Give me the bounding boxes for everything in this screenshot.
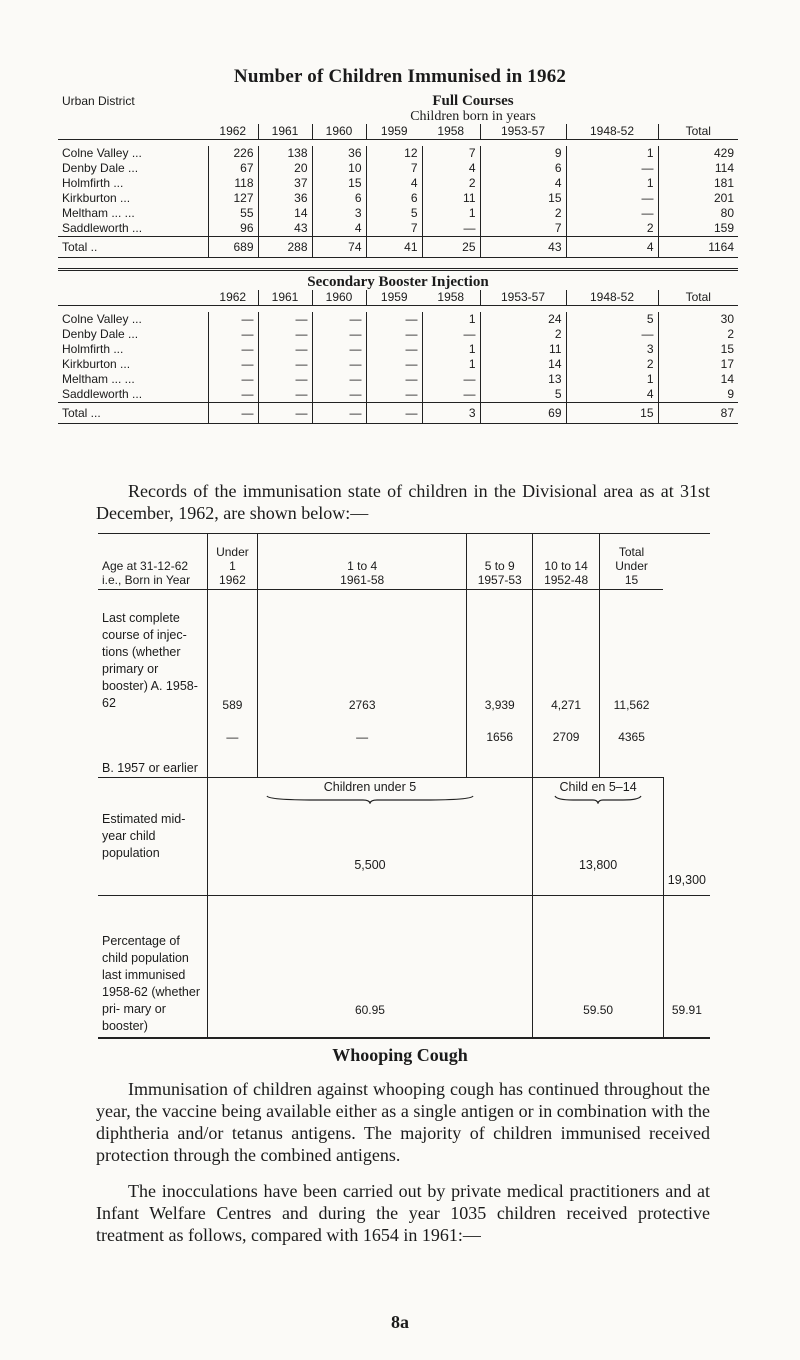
table-cell: 43: [258, 221, 312, 237]
table-cell: —: [566, 161, 658, 176]
table-cell: 30: [658, 312, 738, 327]
table-cell: —: [566, 191, 658, 206]
district-name: Holmfirth ...: [62, 342, 124, 356]
immunisation-table: [58, 94, 738, 424]
table-row: [58, 206, 738, 221]
table-cell: 67: [208, 161, 258, 176]
district-header: Urban District: [62, 94, 135, 108]
table-cell: 5: [480, 387, 566, 403]
table-row: [58, 387, 738, 403]
pop-total-value: 19,300: [663, 778, 710, 896]
full-total-row: [58, 237, 738, 258]
table-cell: —: [258, 387, 312, 403]
row-a-cell: 2763: [258, 590, 467, 714]
row-a-label: Last complete course of injec- tions (whether primary or booster) A. 1958-62: [98, 590, 207, 714]
table-row: [58, 176, 738, 191]
table-row: [58, 312, 738, 327]
table-cell: —: [312, 312, 366, 327]
table-row: [58, 191, 738, 206]
district-name: Saddleworth ...: [62, 387, 143, 401]
total-label: Total ..: [58, 237, 208, 258]
col-10-to-14: 10 to 14: [544, 559, 588, 573]
total-cell: 87: [658, 403, 738, 424]
col-header: 1959: [366, 124, 422, 140]
col-header: 1962: [208, 124, 258, 140]
col-header: 1958: [422, 290, 480, 306]
table-cell: 14: [480, 357, 566, 372]
table-cell: 118: [208, 176, 258, 191]
table-cell: 3: [566, 342, 658, 357]
total-cell: 689: [208, 237, 258, 258]
total-cell: 15: [566, 403, 658, 424]
col-header: 1959: [366, 290, 422, 306]
pop-5to14-value: 13,800: [578, 858, 618, 872]
table-cell: —: [366, 357, 422, 372]
age-header: Age at 31-12-62: [102, 559, 189, 573]
row-a-cell: 589: [207, 590, 258, 714]
table-cell: 15: [480, 191, 566, 206]
col-header: 1953-57: [480, 124, 566, 140]
table-cell: —: [312, 327, 366, 342]
table-cell: 1: [422, 357, 480, 372]
row-a-cell: 11,562: [613, 697, 650, 712]
district-name: Kirkburton ...: [62, 357, 131, 371]
page-number: 8a: [391, 1312, 409, 1332]
table-cell: 4: [480, 176, 566, 191]
total-cell: —: [366, 403, 422, 424]
table-cell: 11: [422, 191, 480, 206]
district-name: Meltham ... ...: [62, 372, 135, 386]
table-cell: —: [258, 372, 312, 387]
table-cell: 7: [366, 161, 422, 176]
table-cell: 20: [258, 161, 312, 176]
col-header: 1958: [422, 124, 480, 140]
total-cell: —: [312, 403, 366, 424]
table-cell: 15: [312, 176, 366, 191]
whooping-paragraph-1: Immunisation of children against whooping cough has continued throughout the year, the vaccine being available either as a single antigen or in combination with the diphtheria and/or tetanus antigens. The majority of children immunised received protection through the combined antigens.: [96, 1079, 710, 1165]
row-b-cell: —: [258, 714, 467, 778]
page-title: Number of Children Immunised in 1962: [233, 66, 567, 87]
col-10-to-14: 1952-48: [544, 573, 589, 587]
table-cell: 14: [658, 372, 738, 387]
table-cell: 12: [366, 146, 422, 161]
table-row: [58, 146, 738, 161]
table-cell: 1: [422, 206, 480, 221]
table-cell: —: [312, 342, 366, 357]
table-cell: 4: [422, 161, 480, 176]
divisional-table: [98, 533, 710, 1039]
brace-5to14: [553, 794, 643, 804]
col-1-to-4: 1 to 4: [347, 559, 378, 573]
district-name: Denby Dale ...: [62, 327, 139, 341]
table-cell: —: [366, 327, 422, 342]
table-cell: 4: [312, 221, 366, 237]
row-b-cell: 1656: [467, 714, 533, 778]
table-cell: —: [208, 312, 258, 327]
table-cell: 2: [480, 327, 566, 342]
row-a-cell: 3,939: [467, 590, 533, 714]
table-cell: 1: [422, 312, 480, 327]
row-b: [98, 714, 710, 778]
district-name: Colne Valley ...: [62, 146, 142, 160]
table-cell: —: [366, 387, 422, 403]
table-cell: 4: [366, 176, 422, 191]
col-header: 1962: [208, 290, 258, 306]
district-name: Saddleworth ...: [62, 221, 143, 235]
percentage-row: [98, 896, 710, 1038]
col-5-to-9: 5 to 9: [484, 559, 515, 573]
full-courses-subtitle: Children born in years: [410, 109, 536, 124]
table-cell: 2: [422, 176, 480, 191]
table-cell: 138: [258, 146, 312, 161]
total-cell: 3: [422, 403, 480, 424]
table-cell: 1: [566, 176, 658, 191]
table-cell: 1: [422, 342, 480, 357]
table-row: [58, 342, 738, 357]
table-cell: 7: [422, 146, 480, 161]
table-cell: 114: [658, 161, 738, 176]
district-name: Denby Dale ...: [62, 161, 139, 175]
table-cell: 11: [480, 342, 566, 357]
col-header: Total: [658, 290, 738, 306]
table-cell: —: [366, 312, 422, 327]
col-under-1: Under: [216, 545, 249, 559]
pct-total: 59.91: [671, 1002, 702, 1017]
table-cell: —: [422, 387, 480, 403]
table-cell: —: [208, 327, 258, 342]
col-total: 15: [624, 573, 639, 587]
total-label: Total ...: [58, 403, 208, 424]
table-cell: —: [422, 221, 480, 237]
table-cell: —: [208, 342, 258, 357]
intro-paragraph: Records of the immunisation state of children in the Divisional area as at 31st December, 1962, are shown below:—: [96, 481, 710, 523]
table-row: [58, 372, 738, 387]
table-cell: —: [258, 357, 312, 372]
total-cell: 74: [312, 237, 366, 258]
total-cell: 43: [480, 237, 566, 258]
table-cell: —: [566, 327, 658, 342]
table-cell: —: [422, 372, 480, 387]
secondary-booster-title: Secondary Booster Injection: [307, 274, 489, 290]
col-header: 1960: [312, 124, 366, 140]
table-cell: —: [366, 342, 422, 357]
table-cell: 6: [366, 191, 422, 206]
col-5-to-9: 1957-53: [477, 573, 522, 587]
table-cell: 5: [566, 312, 658, 327]
col-header: 1960: [312, 290, 366, 306]
table-cell: —: [208, 372, 258, 387]
table-cell: 36: [258, 191, 312, 206]
under5-head: Children under 5: [323, 780, 417, 794]
table-cell: 10: [312, 161, 366, 176]
table-cell: 1: [566, 372, 658, 387]
row-b-cell: 4365: [599, 714, 663, 778]
population-row: [98, 778, 710, 896]
row-b-cell: 2709: [533, 714, 599, 778]
whooping-paragraph-2: The inocculations have been carried out by private medical practitioners and at Infant Welfare Centres and during the year 1035 children received protective treatment as follows, compared with 1654 in 1961:—: [96, 1181, 710, 1245]
table-row: [58, 161, 738, 176]
table-cell: 2: [566, 357, 658, 372]
col-under-1: 1: [229, 559, 236, 573]
t2-header-row: [98, 534, 710, 590]
full-courses-body: [58, 146, 738, 237]
col-header: 1961: [258, 290, 312, 306]
col-header: 1961: [258, 124, 312, 140]
row-b-cell: —: [207, 714, 258, 778]
total-cell: 4: [566, 237, 658, 258]
total-cell: 41: [366, 237, 422, 258]
total-cell: —: [258, 403, 312, 424]
born-header: i.e., Born in Year: [102, 573, 191, 587]
table-row: [58, 221, 738, 237]
5to14-head: Child en 5–14: [559, 780, 637, 794]
table-cell: —: [208, 357, 258, 372]
table-cell: 96: [208, 221, 258, 237]
section-heading: Whooping Cough: [332, 1045, 468, 1065]
table-cell: —: [566, 206, 658, 221]
table-cell: —: [208, 387, 258, 403]
column-header-row: [58, 124, 738, 140]
brace-under5: [265, 794, 475, 804]
table-cell: 429: [658, 146, 738, 161]
table-cell: 201: [658, 191, 738, 206]
column-header-row-2: [58, 290, 738, 306]
table-cell: 7: [366, 221, 422, 237]
table-cell: 14: [258, 206, 312, 221]
sec-total-row: [58, 403, 738, 424]
table-cell: 226: [208, 146, 258, 161]
secondary-booster-body: [58, 312, 738, 403]
district-name: Colne Valley ...: [62, 312, 142, 326]
pop-under5-value: 5,500: [354, 858, 386, 872]
col-1-to-4: 1961-58: [340, 573, 385, 587]
table-cell: 80: [658, 206, 738, 221]
col-total: Total: [618, 545, 645, 559]
table-cell: 17: [658, 357, 738, 372]
col-total: Under: [615, 559, 648, 573]
table-cell: 55: [208, 206, 258, 221]
row-a: [98, 590, 710, 714]
col-header: 1948-52: [566, 290, 658, 306]
total-cell: 288: [258, 237, 312, 258]
table-cell: 36: [312, 146, 366, 161]
table-row: [58, 357, 738, 372]
table-cell: 5: [366, 206, 422, 221]
table-cell: 127: [208, 191, 258, 206]
table-cell: 7: [480, 221, 566, 237]
table-cell: 9: [658, 387, 738, 403]
col-header: 1948-52: [566, 124, 658, 140]
table-cell: 1: [566, 146, 658, 161]
table-cell: 6: [312, 191, 366, 206]
percentage-label: Percentage of child population last immunised 1958-62 (whether pri- mary or booster): [98, 896, 207, 1038]
table-row: [58, 327, 738, 342]
table-cell: —: [312, 387, 366, 403]
table-cell: 181: [658, 176, 738, 191]
table-cell: —: [258, 327, 312, 342]
district-name: Meltham ... ...: [62, 206, 135, 220]
total-cell: —: [208, 403, 258, 424]
district-name: Kirkburton ...: [62, 191, 131, 205]
table-cell: —: [312, 357, 366, 372]
table-cell: 2: [566, 221, 658, 237]
table-cell: 24: [480, 312, 566, 327]
table-cell: —: [366, 372, 422, 387]
table-cell: —: [312, 372, 366, 387]
table-cell: 159: [658, 221, 738, 237]
pct-under5: 60.95: [207, 896, 533, 1038]
population-label: Estimated mid- year child population: [98, 778, 207, 896]
total-cell: 1164: [658, 237, 738, 258]
pct-5to14: 59.50: [533, 896, 663, 1038]
table-cell: 9: [480, 146, 566, 161]
row-b-label: B. 1957 or earlier: [98, 714, 207, 778]
table-cell: 4: [566, 387, 658, 403]
total-cell: 69: [480, 403, 566, 424]
table-cell: 15: [658, 342, 738, 357]
table-cell: 6: [480, 161, 566, 176]
table-cell: 13: [480, 372, 566, 387]
table-cell: —: [422, 327, 480, 342]
district-name: Holmfirth ...: [62, 176, 124, 190]
col-header: 1953-57: [480, 290, 566, 306]
row-a-cell: 4,271: [533, 590, 599, 714]
full-courses-title: Full Courses: [432, 93, 514, 109]
col-header: Total: [658, 124, 738, 140]
table-cell: —: [258, 342, 312, 357]
col-under-1: 1962: [219, 573, 246, 587]
table-cell: —: [258, 312, 312, 327]
table-cell: 3: [312, 206, 366, 221]
table-cell: 37: [258, 176, 312, 191]
table-cell: 2: [658, 327, 738, 342]
total-cell: 25: [422, 237, 480, 258]
table-cell: 2: [480, 206, 566, 221]
